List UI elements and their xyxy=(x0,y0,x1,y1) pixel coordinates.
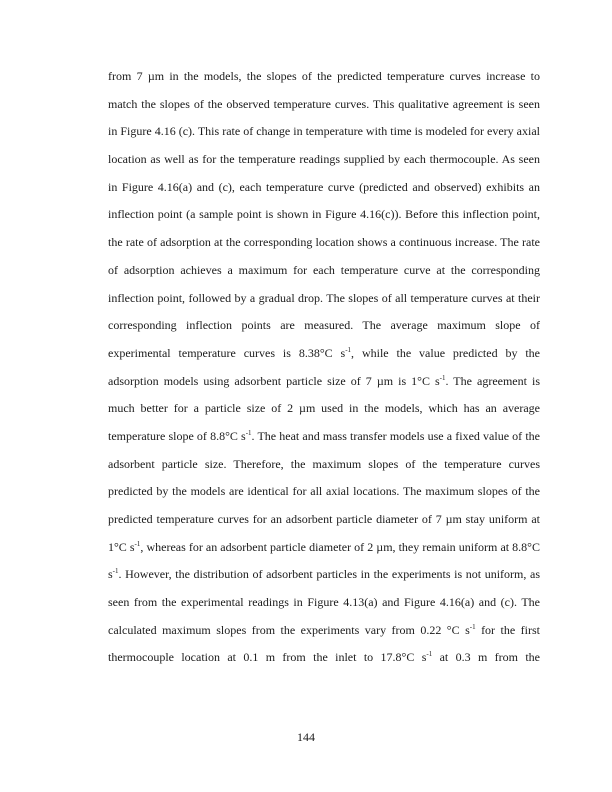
body-paragraph xyxy=(108,63,540,672)
text-line: in Figure 4.16 (c). This rate of change in temperature with time is modeled for every axial xyxy=(108,124,540,139)
text-span: for the first xyxy=(475,622,540,637)
text-span: thermocouple location at 0.1 m from the inlet to 17.8°C s xyxy=(108,650,427,665)
text-span: , whereas for an adsorbent particle diameter of 2 µm, they remain uniform at 8.8°C xyxy=(140,539,540,554)
text-span: 1°C s xyxy=(108,539,135,554)
superscript: -1 xyxy=(245,428,252,437)
text-span: , while the value predicted by the xyxy=(351,345,540,360)
text-line: much better for a particle size of 2 µm used in the models, which has an average xyxy=(108,401,540,416)
superscript: -1 xyxy=(134,539,141,548)
superscript: -1 xyxy=(345,345,352,354)
text-span: temperature slope of 8.8°C s xyxy=(108,428,246,443)
text-span: calculated maximum slopes from the experiments vary from 0.22 °C s xyxy=(108,622,470,637)
text-line: predicted temperature curves for an adsorbent particle diameter of 7 µm stay uniform at xyxy=(108,512,540,526)
text-span: experimental temperature curves is 8.38°C s xyxy=(108,345,346,360)
text-span: . The agreement is xyxy=(445,373,540,388)
text-line xyxy=(108,423,540,451)
superscript: -1 xyxy=(426,650,433,659)
text-span: at 0.3 m from the xyxy=(432,650,540,665)
text-line xyxy=(108,561,540,589)
text-line xyxy=(108,617,540,645)
superscript: -1 xyxy=(439,373,446,382)
text-line xyxy=(108,644,540,672)
text-line: match the slopes of the observed temperature curves. This qualitative agreement is seen xyxy=(108,96,540,111)
text-line: seen from the experimental readings in Figure 4.13(a) and Figure 4.16(a) and (c). The xyxy=(108,595,540,610)
text-line: of adsorption achieves a maximum for each temperature curve at the corresponding xyxy=(108,262,540,277)
text-line: inflection point, followed by a gradual drop. The slopes of all temperature curves at their xyxy=(108,290,540,305)
text-line: from 7 µm in the models, the slopes of the predicted temperature curves increase to xyxy=(108,69,540,83)
text-line: inflection point (a sample point is shown in Figure 4.16(c)). Before this inflection point, xyxy=(108,207,540,222)
text-line: the rate of adsorption at the corresponding location shows a continuous increase. The rate xyxy=(108,235,540,250)
text-line: predicted by the models are identical for all axial locations. The maximum slopes of the xyxy=(108,484,540,499)
page-number: 144 xyxy=(297,730,315,744)
superscript: -1 xyxy=(469,622,476,631)
text-span: adsorption models using adsorbent particle size of 7 µm is 1°C s xyxy=(108,373,440,388)
text-line: corresponding inflection points are measured. The average maximum slope of xyxy=(108,318,540,333)
text-line: location as well as for the temperature readings supplied by each thermocouple. As seen xyxy=(108,152,540,167)
text-line: in Figure 4.16(a) and (c), each temperature curve (predicted and observed) exhibits an xyxy=(108,179,540,194)
text-span: . However, the distribution of adsorbent particles in the experiments is not uniform, as xyxy=(118,567,540,582)
text-line xyxy=(108,368,540,396)
text-line xyxy=(108,534,540,562)
superscript: -1 xyxy=(112,567,119,576)
text-line xyxy=(108,340,540,368)
text-line: adsorbent particle size. Therefore, the maximum slopes of the temperature curves xyxy=(108,456,540,471)
text-span: . The heat and mass transfer models use a fixed value of the xyxy=(251,428,540,443)
text-span: s xyxy=(108,567,113,582)
